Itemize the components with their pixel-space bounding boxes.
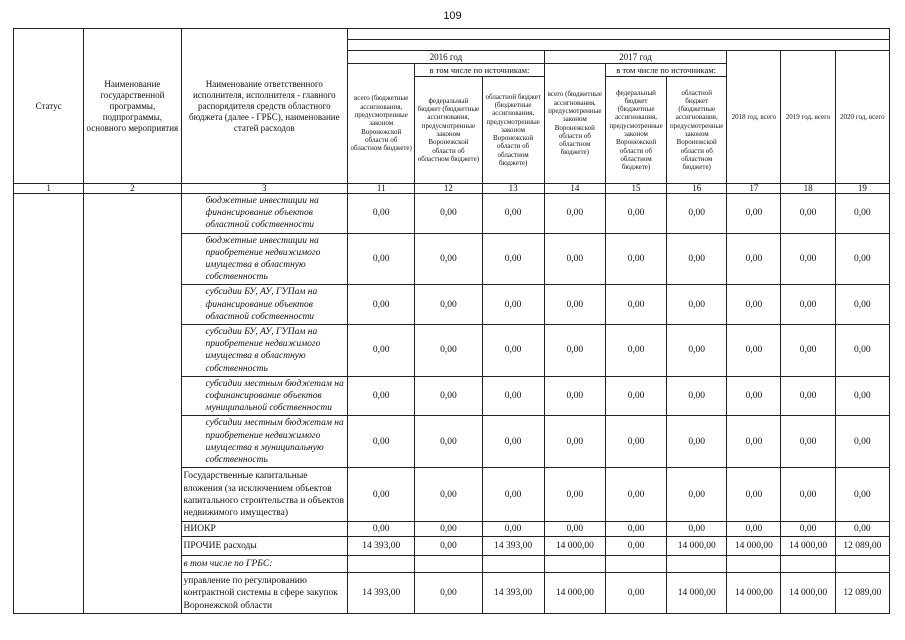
header-second-strip [348,40,890,51]
value-cell: 0,00 [605,194,666,234]
header-2017-total: всего (бюджетные ассигнования, предусмотренные законом Воронежской области об областном бюджете) [544,64,605,184]
header-2016-federal: федеральный бюджет (бюджетные ассигнования, предусмотренные законом Воронежской области об областном бюджете) [415,77,482,184]
row-label: субсидии БУ, АУ, ГУПам на финансирование объектов областной собственности [181,285,348,325]
value-cell: 0,00 [835,522,889,537]
value-cell: 0,00 [544,522,605,537]
column-number: 17 [727,184,781,194]
value-cell: 0,00 [482,194,544,234]
value-cell: 0,00 [727,194,781,234]
header-2017-sources: в том числе по источникам: [605,64,726,77]
value-cell: 0,00 [415,233,482,285]
column-number: 16 [667,184,727,194]
value-cell: 0,00 [605,537,666,556]
header-2019-total: 2019 год, всего [781,51,835,184]
row-label: субсидии местным бюджетам на приобретение недвижимого имущества в муниципальную собственность [181,416,348,468]
value-cell: 0,00 [482,416,544,468]
value-cell: 0,00 [544,233,605,285]
row-label: бюджетные инвестиции на финансирование объектов областной собственности [181,194,348,234]
value-cell: 0,00 [415,573,482,614]
value-cell: 0,00 [781,468,835,522]
value-cell: 14 000,00 [544,573,605,614]
row-label: в том числе по ГРБС: [181,556,348,573]
value-cell: 12 089,00 [835,573,889,614]
value-cell: 0,00 [727,468,781,522]
value-cell: 0,00 [415,376,482,416]
value-cell: 0,00 [835,285,889,325]
value-cell: 0,00 [348,325,415,377]
value-cell: 12 089,00 [835,537,889,556]
value-cell: 0,00 [348,233,415,285]
value-cell [835,556,889,573]
value-cell: 0,00 [605,325,666,377]
column-number: 19 [835,184,889,194]
value-cell: 0,00 [835,194,889,234]
value-cell: 14 393,00 [482,537,544,556]
value-cell: 0,00 [415,416,482,468]
value-cell: 0,00 [727,522,781,537]
value-cell: 14 393,00 [348,573,415,614]
value-cell: 0,00 [415,194,482,234]
header-program-name: Наименование государственной программы, подпрограммы, основного мероприятия [84,29,181,184]
value-cell: 0,00 [544,416,605,468]
column-number-row [14,184,890,194]
value-cell: 0,00 [667,468,727,522]
value-cell: 0,00 [415,325,482,377]
value-cell: 14 393,00 [482,573,544,614]
value-cell: 14 000,00 [667,573,727,614]
value-cell: 0,00 [835,233,889,285]
header-year-2016: 2016 год [348,51,545,64]
column-number: 1 [14,184,84,194]
value-cell: 0,00 [727,325,781,377]
value-cell: 0,00 [544,285,605,325]
value-cell: 0,00 [781,233,835,285]
value-cell: 0,00 [348,522,415,537]
value-cell: 0,00 [667,325,727,377]
value-cell: 0,00 [667,233,727,285]
value-cell: 0,00 [605,468,666,522]
header-top-row [14,29,890,40]
value-cell: 0,00 [667,416,727,468]
status-cell [14,194,84,614]
value-cell [781,556,835,573]
value-cell: 0,00 [482,325,544,377]
header-2017-federal: федеральный бюджет (бюджетные ассигнования, предусмотренные законом Воронежской области об областном бюджете) [605,77,666,184]
column-number: 18 [781,184,835,194]
header-2016-regional: областной бюджет (бюджетные ассигнования, предусмотренные законом Воронежской области об областном бюджете) [482,77,544,184]
value-cell: 0,00 [605,376,666,416]
value-cell: 0,00 [667,194,727,234]
value-cell: 14 393,00 [348,537,415,556]
value-cell: 0,00 [544,194,605,234]
value-cell: 0,00 [348,376,415,416]
value-cell [605,556,666,573]
value-cell: 0,00 [727,233,781,285]
column-number: 12 [415,184,482,194]
value-cell: 0,00 [727,285,781,325]
value-cell: 0,00 [348,285,415,325]
value-cell [415,556,482,573]
value-cell: 0,00 [482,376,544,416]
row-label: ПРОЧИЕ расходы [181,537,348,556]
value-cell: 0,00 [781,325,835,377]
header-year-2017: 2017 год [544,51,727,64]
budget-table [13,28,890,614]
value-cell: 0,00 [667,522,727,537]
value-cell: 0,00 [605,522,666,537]
row-label: НИОКР [181,522,348,537]
value-cell: 14 000,00 [667,537,727,556]
value-cell: 0,00 [415,537,482,556]
value-cell: 0,00 [835,468,889,522]
value-cell: 0,00 [415,522,482,537]
header-status: Статус [14,29,84,184]
value-cell: 0,00 [781,416,835,468]
value-cell: 0,00 [727,416,781,468]
column-number: 3 [181,184,348,194]
header-executor-name: Наименование ответственного исполнителя, исполнителя - главного распорядителя средств областного бюджета (далее - ГРБС), наименование статей расходов [181,29,348,184]
value-cell: 0,00 [482,522,544,537]
value-cell: 0,00 [605,573,666,614]
value-cell: 0,00 [605,416,666,468]
value-cell: 0,00 [544,325,605,377]
table-row [14,194,890,234]
page-number: 109 [443,10,462,22]
value-cell: 0,00 [781,194,835,234]
value-cell [727,556,781,573]
row-label: субсидии БУ, АУ, ГУПам на приобретение недвижимого имущества в областную собственность [181,325,348,377]
value-cell [348,556,415,573]
value-cell: 0,00 [835,325,889,377]
value-cell: 0,00 [667,285,727,325]
value-cell: 14 000,00 [781,537,835,556]
value-cell: 0,00 [605,285,666,325]
header-2020-total: 2020 год, всего [835,51,889,184]
value-cell: 0,00 [415,468,482,522]
value-cell: 14 000,00 [781,573,835,614]
value-cell: 0,00 [727,376,781,416]
header-2016-total: всего (бюджетные ассигнования, предусмотренные законом Воронежской области об областном бюджете) [348,64,415,184]
value-cell: 0,00 [348,194,415,234]
value-cell [482,556,544,573]
program-cell [84,194,181,614]
row-label: бюджетные инвестиции на приобретение недвижимого имущества в областную собственность [181,233,348,285]
value-cell: 14 000,00 [727,537,781,556]
value-cell: 0,00 [482,468,544,522]
row-label: управление по регулированию контрактной системы в сфере закупок Воронежской области [181,573,348,614]
row-label: Государственные капитальные вложения (за исключением объектов капитального строительства и объектов недвижимого имущества) [181,468,348,522]
value-cell: 0,00 [482,233,544,285]
value-cell: 0,00 [544,468,605,522]
column-number: 11 [348,184,415,194]
value-cell: 14 000,00 [727,573,781,614]
value-cell: 0,00 [605,233,666,285]
value-cell: 0,00 [544,376,605,416]
value-cell: 0,00 [835,376,889,416]
value-cell: 0,00 [667,376,727,416]
value-cell: 0,00 [781,285,835,325]
column-number: 15 [605,184,666,194]
value-cell: 0,00 [348,468,415,522]
value-cell: 0,00 [781,522,835,537]
value-cell: 0,00 [482,285,544,325]
column-number: 13 [482,184,544,194]
row-label: субсидии местным бюджетам на софинансирование объектов муниципальной собственности [181,376,348,416]
header-2017-regional: областной бюджет (бюджетные ассигнования, предусмотренные законом Воронежской области об областном бюджете) [667,77,727,184]
header-top-strip [348,29,890,40]
value-cell [667,556,727,573]
column-number: 14 [544,184,605,194]
header-2016-sources: в том числе по источникам: [415,64,544,77]
value-cell: 0,00 [835,416,889,468]
value-cell: 0,00 [348,416,415,468]
value-cell: 0,00 [415,285,482,325]
header-2018-total: 2018 год, всего [727,51,781,184]
value-cell [544,556,605,573]
value-cell: 14 000,00 [544,537,605,556]
value-cell: 0,00 [781,376,835,416]
column-number: 2 [84,184,181,194]
